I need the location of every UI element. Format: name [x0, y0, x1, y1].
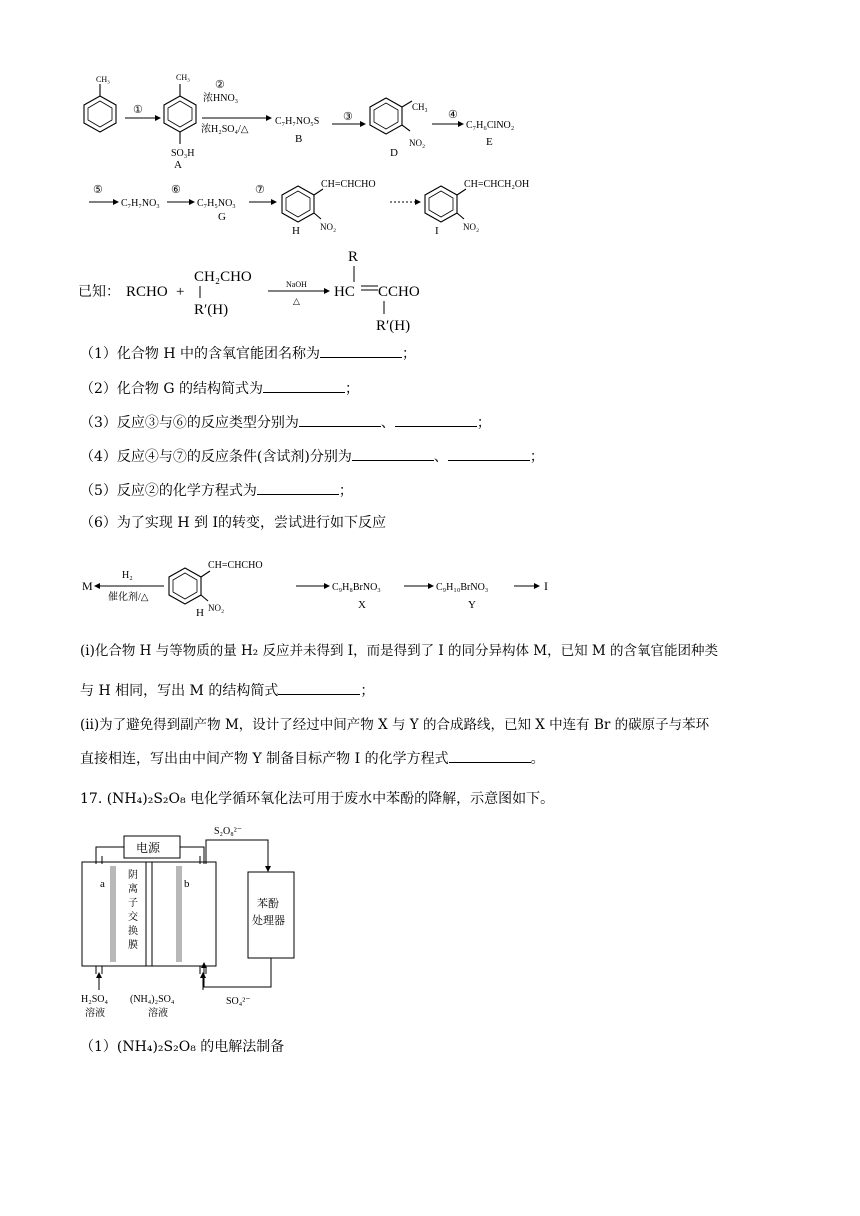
- subq-ii-text: 直接相连，写出由中间产物 Y 制备目标产物 I 的化学方程式: [80, 751, 449, 767]
- answer-blank-6ii[interactable]: [449, 748, 531, 763]
- electrode-b-label: b: [184, 878, 190, 890]
- toluene-structure: [84, 84, 116, 132]
- scheme2-H-structure: [169, 568, 210, 604]
- compound-A-structure: [164, 84, 196, 144]
- scheme2-H-no2: NO₂: [208, 603, 225, 613]
- electrode-b: [176, 866, 182, 962]
- known-r-prime: R′(H): [194, 302, 229, 318]
- subq-ii-line2: [80, 748, 545, 769]
- D-label: D: [390, 147, 398, 159]
- synthesis-scheme-row1: [70, 68, 550, 168]
- synthesis-scheme-row2: [85, 172, 565, 242]
- membrane-char-4: 交: [128, 912, 138, 923]
- H-label: H: [292, 225, 300, 237]
- membrane-char-3: 子: [128, 898, 138, 909]
- question-1-punct: ；: [402, 346, 417, 362]
- answer-blank-4b[interactable]: [448, 446, 530, 461]
- right-feed-solution: 溶液: [148, 1008, 168, 1019]
- subq-ii-punct: 。: [530, 751, 545, 767]
- subq-i-punct: ；: [360, 683, 375, 699]
- synthesis-scheme-2: [78, 548, 578, 620]
- B-formula: C₇H₇NO₅S: [275, 116, 320, 127]
- membrane-char-5: 换: [128, 926, 138, 937]
- A-label: A: [174, 159, 182, 168]
- known-ch2cho: CH₂CHO: [194, 269, 252, 285]
- so4-label: SO₄²⁻: [226, 996, 251, 1007]
- electrode-a: [110, 866, 116, 962]
- scheme2-H-label: H: [196, 607, 204, 619]
- membrane-label: [128, 869, 138, 951]
- question-3-punct: ；: [476, 415, 491, 431]
- question-4-text: （4）反应④与⑦的反应条件(含试剂)分别为: [80, 449, 352, 465]
- G-label: G: [218, 211, 226, 223]
- electrolysis-diagram: [76, 822, 316, 1027]
- step-4-label: ④: [448, 109, 458, 121]
- reagent-2-top: 浓HNO₃: [203, 93, 239, 104]
- D-ch3: CH₃: [412, 102, 428, 112]
- question-5-text: （5）反应②的化学方程式为: [80, 483, 257, 499]
- I-label: I: [435, 225, 439, 237]
- question-2-punct: ；: [345, 381, 359, 397]
- F-formula: C₇H₇NO₃: [121, 198, 160, 209]
- A-ch3: CH₃: [176, 73, 190, 82]
- known-heat: △: [293, 296, 300, 306]
- scheme2-Y-formula: C₉H₁₀BrNO₃: [436, 582, 489, 593]
- power-supply-label: 电源: [136, 841, 161, 855]
- membrane-char-1: 阴: [128, 870, 138, 881]
- D-no2: NO₂: [409, 138, 426, 148]
- answer-blank-4a[interactable]: [352, 446, 434, 461]
- scheme2-M: M: [82, 579, 93, 593]
- question-3-text: （3）反应③与⑥的反应类型分别为: [80, 415, 299, 431]
- known-rcho: RCHO: [126, 284, 168, 300]
- scheme2-H-chain: CH=CHCHO: [208, 560, 263, 571]
- question-17-intro: 17. (NH₄)₂S₂O₈ 电化学循环氧化法可用于废水中苯酚的降解，示意图如下。: [80, 791, 555, 807]
- answer-blank-3b[interactable]: [395, 412, 477, 427]
- step-1-label: ①: [133, 104, 143, 116]
- subq-i-text: 与 H 相同，写出 M 的结构简式: [80, 683, 279, 699]
- known-hc: HC: [334, 284, 355, 300]
- question-3: [80, 412, 491, 433]
- known-reaction: [78, 246, 458, 336]
- s2o8-label: S₂O₈²⁻: [214, 826, 243, 837]
- answer-blank-2[interactable]: [263, 378, 345, 393]
- scheme2-X-formula: C₉H₈BrNO₃: [332, 582, 381, 593]
- scheme2-I: I: [544, 579, 548, 593]
- processor-label-2: 处理器: [252, 915, 285, 927]
- question-17-sub1: （1）(NH₄)₂S₂O₈ 的电解法制备: [80, 1039, 285, 1055]
- I-no2: NO₂: [463, 222, 480, 232]
- known-prefix: 已知：: [78, 285, 120, 300]
- known-naoh: NaOH: [286, 280, 307, 289]
- question-4: [80, 446, 544, 467]
- question-2: [80, 378, 359, 399]
- subq-i-line2: [80, 680, 374, 701]
- processor-label-1: 苯酚: [257, 898, 279, 910]
- membrane-char-6: 膜: [128, 940, 138, 951]
- scheme2-h2: H₂: [122, 570, 133, 581]
- step-7-label: ⑦: [255, 184, 265, 196]
- E-formula: C₇H₆ClNO₂: [466, 120, 515, 131]
- B-label: B: [295, 133, 303, 145]
- I-chain: CH=CHCH₂OH: [464, 179, 530, 190]
- left-feed-solution: 溶液: [85, 1008, 105, 1019]
- subq-i-line1: (ⅰ)化合物 H 与等物质的量 H₂ 反应并未得到 I，而是得到了 I 的同分异构体 M，已知 M 的含氧官能团种类: [80, 643, 719, 659]
- question-1: [80, 343, 416, 364]
- question-5-punct: ；: [338, 483, 353, 499]
- known-plus: +: [176, 284, 185, 300]
- reagent-2-bottom: 浓H₂SO₄/△: [201, 124, 249, 135]
- step-3-label: ③: [343, 111, 353, 123]
- question-4-punct: ；: [529, 449, 544, 465]
- toluene-ch3: CH₃: [96, 75, 110, 84]
- E-label: E: [486, 136, 493, 148]
- question-2-text: （2）化合物 G 的结构简式为: [80, 381, 263, 397]
- question-4-sep: 、: [433, 449, 448, 465]
- step-5-label: ⑤: [93, 184, 103, 196]
- right-feed-formula: (NH₄)₂SO₄: [130, 994, 175, 1005]
- H-chain: CH=CHCHO: [321, 179, 376, 190]
- question-6: [80, 513, 386, 533]
- question-5: [80, 480, 353, 501]
- membrane-char-2: 离: [128, 884, 138, 895]
- compound-I-structure: [425, 186, 466, 222]
- answer-blank-6i[interactable]: [278, 680, 360, 695]
- known-cc: CCHO: [378, 284, 420, 300]
- electrode-a-label: a: [100, 878, 105, 890]
- answer-blank-1[interactable]: [320, 343, 402, 358]
- H-no2: NO₂: [320, 222, 337, 232]
- known-R: R: [348, 249, 359, 265]
- left-feed-formula: H₂SO₄: [81, 994, 108, 1005]
- question-3-sep: 、: [380, 415, 395, 431]
- question-6-text: （6）为了实现 H 到 I的转变，尝试进行如下反应: [80, 515, 386, 531]
- step-2-label: ②: [215, 79, 225, 91]
- G-formula: C₇H₅NO₃: [197, 198, 236, 209]
- answer-blank-5[interactable]: [257, 480, 339, 495]
- scheme2-catalyst: 催化剂/△: [108, 592, 149, 603]
- known-product-r-prime: R′(H): [376, 318, 411, 334]
- compound-H-structure: [282, 186, 323, 222]
- compound-D-structure: [370, 98, 412, 134]
- subq-ii-line1: (ⅱ)为了避免得到副产物 M，设计了经过中间产物 X 与 Y 的合成路线，已知 X 中连有 Br 的碳原子与苯环: [80, 717, 710, 733]
- answer-blank-3a[interactable]: [299, 412, 381, 427]
- scheme2-X-label: X: [358, 599, 366, 611]
- step-6-label: ⑥: [171, 184, 181, 196]
- question-1-text: （1）化合物 H 中的含氧官能团名称为: [80, 346, 321, 362]
- scheme2-Y-label: Y: [468, 599, 476, 611]
- A-substituent: SO₃H: [171, 148, 195, 159]
